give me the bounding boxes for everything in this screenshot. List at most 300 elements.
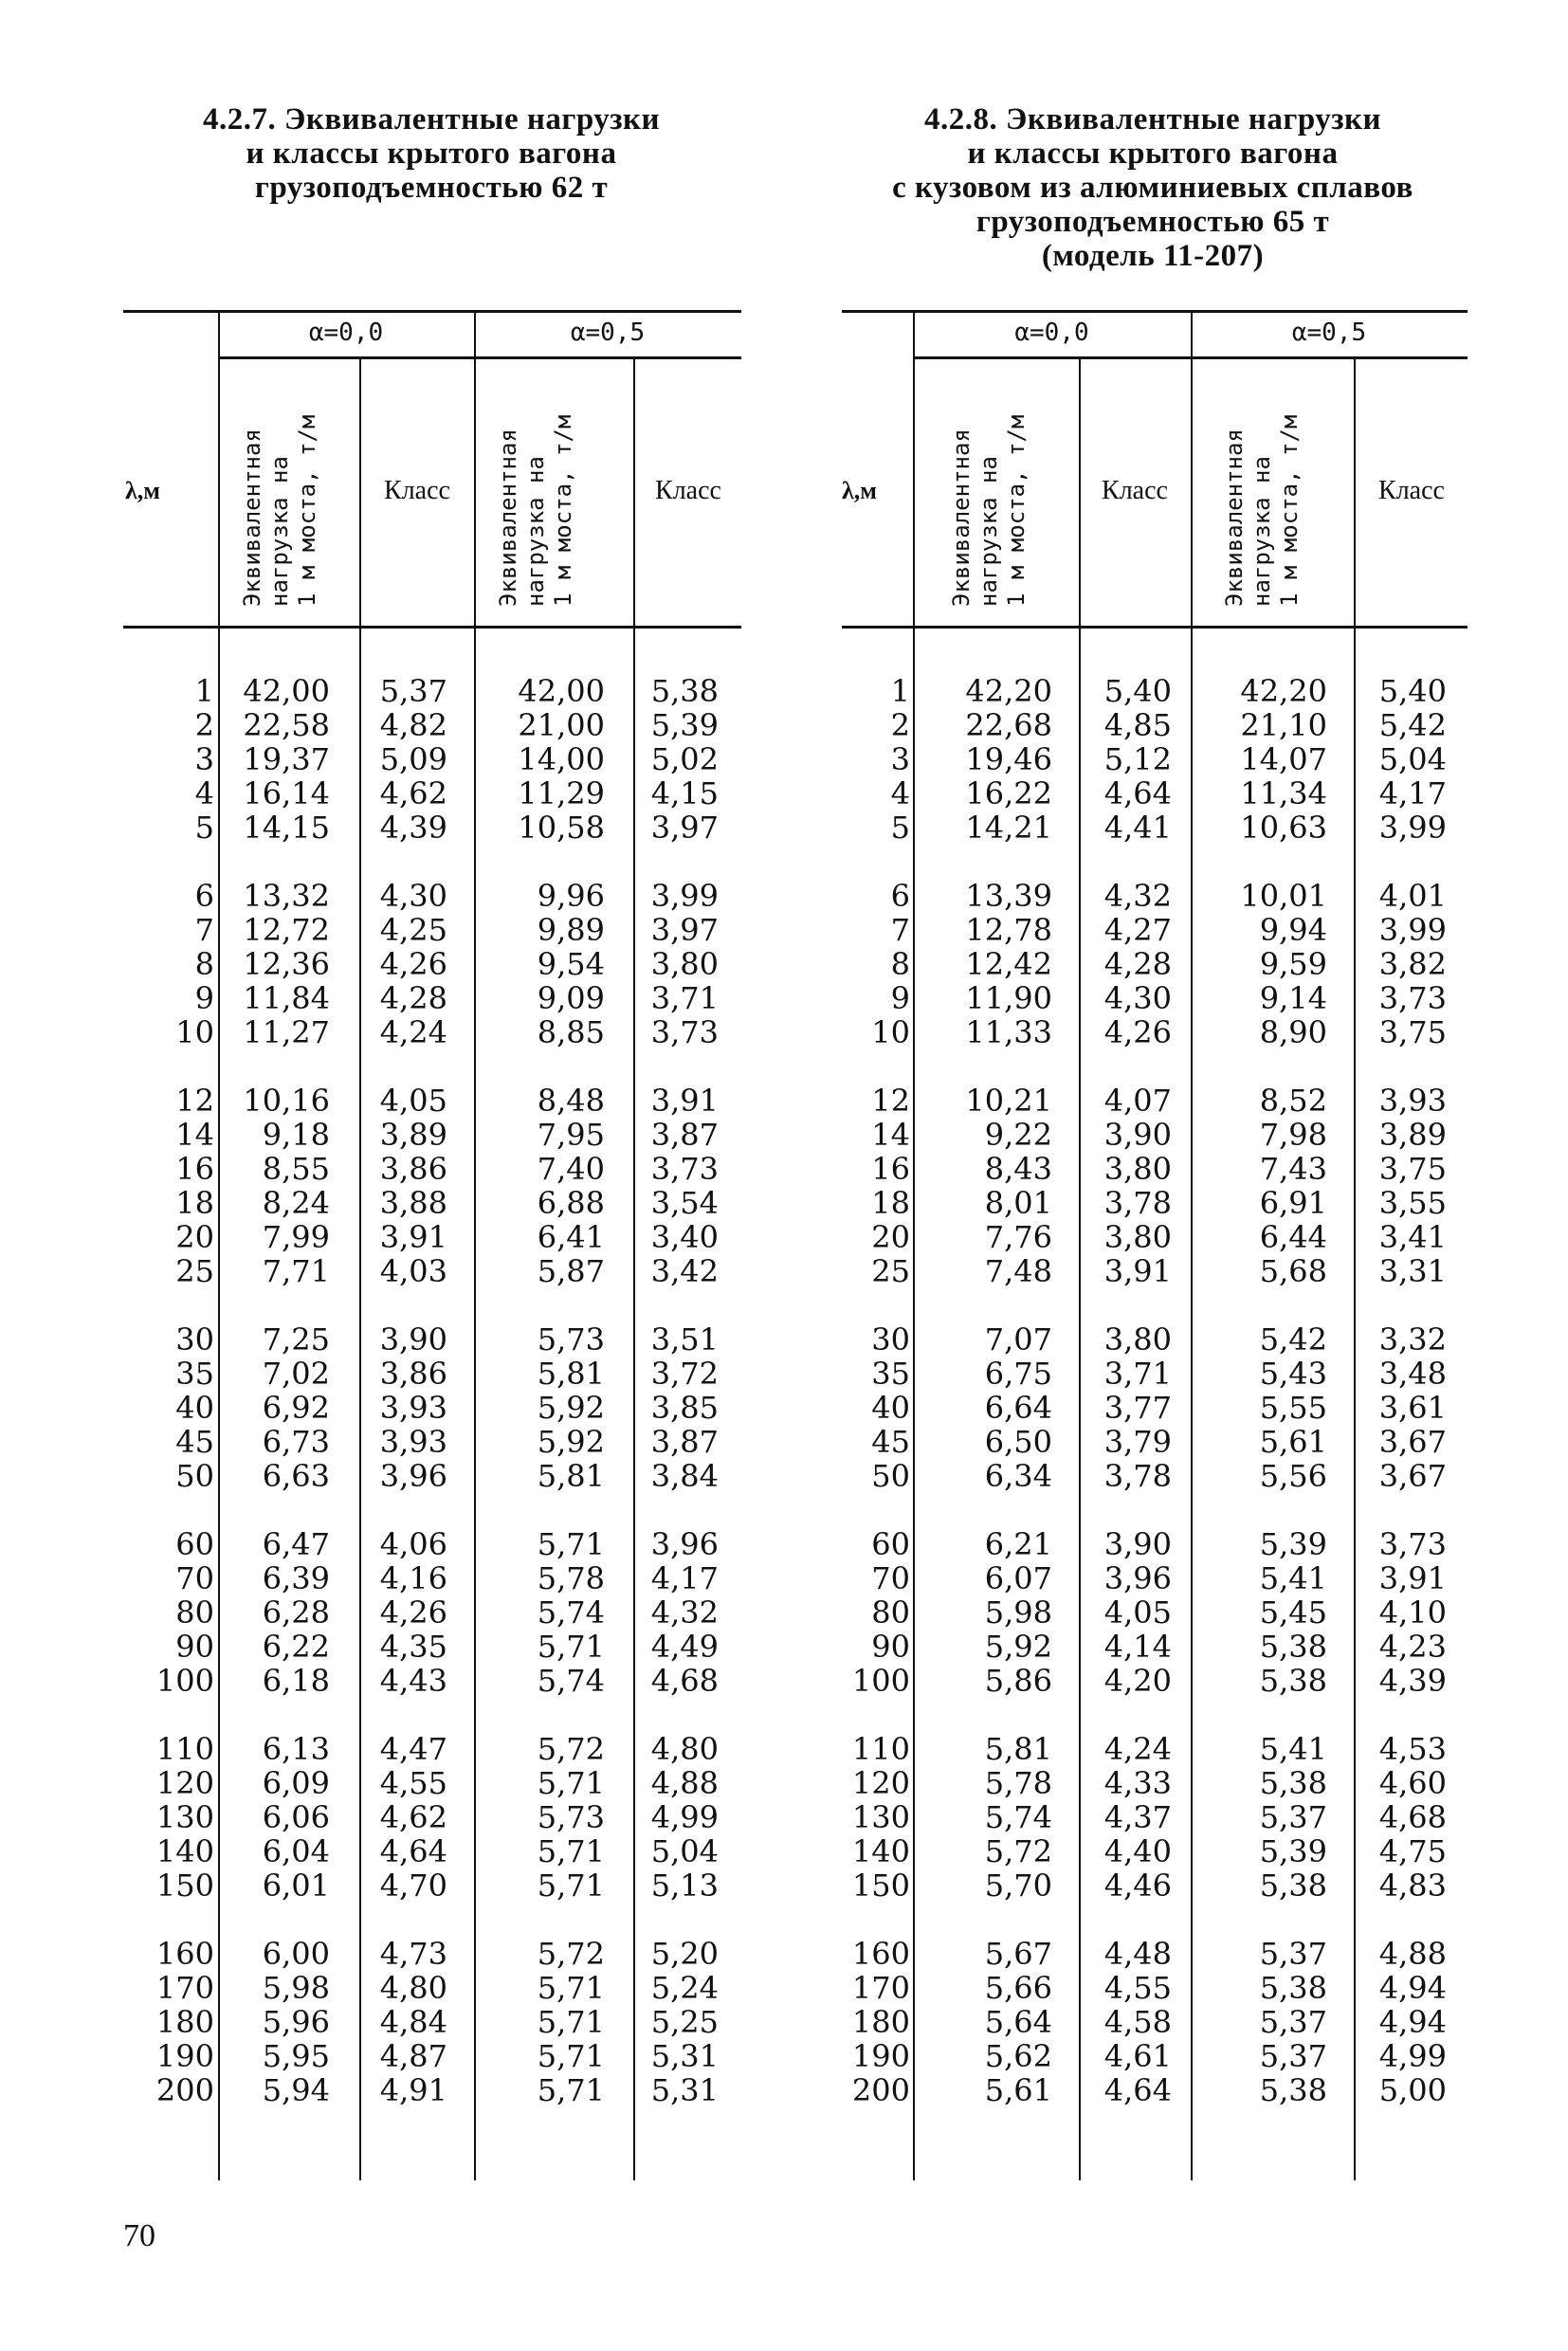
class-alpha-0-cell: 4,25 bbox=[379, 912, 447, 948]
class-alpha-05-cell: 3,87 bbox=[650, 1424, 719, 1460]
class-alpha-0-cell: 4,84 bbox=[379, 2004, 447, 2040]
class-alpha-05-cell: 3,67 bbox=[1378, 1458, 1447, 1494]
header-bottom-rule bbox=[842, 626, 1468, 629]
class-alpha-05-cell: 5,38 bbox=[650, 673, 719, 709]
table-row bbox=[842, 981, 1468, 1015]
class-alpha-0-cell: 4,24 bbox=[379, 1014, 447, 1050]
class-alpha-0-cell: 4,05 bbox=[379, 1083, 447, 1119]
table-row bbox=[123, 1868, 741, 1903]
load-alpha-05-cell: 5,39 bbox=[1259, 1833, 1327, 1869]
load-alpha-05-cell: 5,71 bbox=[537, 1970, 605, 2006]
table-row bbox=[123, 1084, 741, 1118]
lambda-cell: 60 bbox=[175, 1526, 214, 1562]
class-alpha-0-cell: 4,30 bbox=[379, 878, 447, 914]
class-alpha-0-cell: 3,90 bbox=[1103, 1526, 1172, 1562]
load-alpha-0-cell: 14,15 bbox=[243, 810, 330, 846]
table-row bbox=[123, 1766, 741, 1800]
lambda-cell: 40 bbox=[871, 1390, 910, 1426]
load-alpha-05-cell: 11,29 bbox=[518, 775, 605, 811]
lambda-cell: 120 bbox=[851, 1765, 910, 1801]
title-line: 4.2.7. Эквивалентные нагрузки bbox=[202, 102, 661, 137]
table-2-title bbox=[823, 102, 1483, 273]
load-alpha-0-cell: 7,48 bbox=[984, 1253, 1052, 1289]
table-row bbox=[842, 1254, 1468, 1288]
load-alpha-05-cell: 6,88 bbox=[537, 1185, 605, 1221]
table-1-title bbox=[104, 102, 758, 205]
lambda-cell: 10 bbox=[175, 1014, 214, 1050]
load-alpha-05-cell: 9,89 bbox=[537, 912, 605, 948]
load-alpha-05-cell: 5,71 bbox=[537, 1526, 605, 1562]
class-alpha-0-cell: 4,58 bbox=[1103, 2004, 1172, 2040]
class-alpha-05-cell: 5,04 bbox=[650, 1833, 719, 1869]
load-alpha-0-cell: 6,92 bbox=[262, 1390, 330, 1426]
load-alpha-05-cell: 5,71 bbox=[537, 1868, 605, 1904]
load-alpha-05-cell: 5,72 bbox=[537, 1936, 605, 1972]
lambda-cell: 2 bbox=[194, 707, 214, 743]
table-row bbox=[842, 1425, 1468, 1459]
table-row bbox=[123, 2039, 741, 2073]
class-alpha-05-cell: 3,87 bbox=[650, 1117, 719, 1153]
lambda-cell: 20 bbox=[871, 1219, 910, 1255]
load-alpha-0-cell: 5,86 bbox=[984, 1663, 1052, 1699]
load-alpha-0-cell: 12,36 bbox=[243, 946, 330, 982]
class-alpha-05-cell: 5,42 bbox=[1378, 707, 1447, 743]
table-row bbox=[123, 1834, 741, 1868]
lambda-cell: 35 bbox=[871, 1356, 910, 1392]
class-alpha-0-cell: 4,43 bbox=[379, 1663, 447, 1699]
lambda-cell: 8 bbox=[194, 946, 214, 982]
load-alpha-0-cell: 5,78 bbox=[984, 1765, 1052, 1801]
lambda-cell: 16 bbox=[175, 1151, 214, 1187]
load-alpha-05-cell: 5,73 bbox=[537, 1321, 605, 1358]
table-row bbox=[123, 1971, 741, 2005]
class-alpha-0-cell: 5,37 bbox=[379, 673, 447, 709]
lambda-cell: 160 bbox=[155, 1936, 214, 1972]
load-alpha-0-cell: 7,02 bbox=[262, 1356, 330, 1392]
load-alpha-05-cell: 8,48 bbox=[537, 1083, 605, 1119]
load-alpha-05-cell: 7,40 bbox=[537, 1151, 605, 1187]
lambda-cell: 180 bbox=[155, 2004, 214, 2040]
class-alpha-0-cell: 4,07 bbox=[1103, 1083, 1172, 1119]
load-alpha-0-cell: 8,43 bbox=[984, 1151, 1052, 1187]
class-alpha-0-cell: 3,78 bbox=[1103, 1185, 1172, 1221]
class-alpha-05-cell: 4,60 bbox=[1378, 1765, 1447, 1801]
lambda-cell: 150 bbox=[155, 1868, 214, 1904]
load-alpha-05-cell: 5,43 bbox=[1259, 1356, 1327, 1392]
class-alpha-05-cell: 3,55 bbox=[1378, 1185, 1447, 1221]
table-row bbox=[842, 1084, 1468, 1118]
load-alpha-05-cell: 5,56 bbox=[1259, 1458, 1327, 1494]
class-alpha-0-cell: 4,80 bbox=[379, 1970, 447, 2006]
class-alpha-0-cell: 4,35 bbox=[379, 1629, 447, 1665]
load-alpha-0-cell: 6,28 bbox=[262, 1595, 330, 1631]
row-group bbox=[123, 879, 741, 1049]
class-alpha-05-cell: 3,97 bbox=[650, 912, 719, 948]
class-alpha-0-cell: 4,61 bbox=[1103, 2038, 1172, 2074]
load-alpha-0-cell: 5,96 bbox=[262, 2004, 330, 2040]
load-alpha-05-cell: 42,20 bbox=[1240, 673, 1327, 709]
lambda-cell: 120 bbox=[155, 1765, 214, 1801]
load-alpha-0-cell: 6,34 bbox=[984, 1458, 1052, 1494]
class-alpha-0-cell: 5,12 bbox=[1103, 741, 1172, 777]
load-alpha-05-cell: 7,98 bbox=[1259, 1117, 1327, 1153]
load-alpha-05-cell: 9,09 bbox=[537, 980, 605, 1016]
table-row bbox=[123, 2005, 741, 2039]
load-alpha-0-cell: 11,90 bbox=[965, 980, 1052, 1016]
load-alpha-05-cell: 8,52 bbox=[1259, 1083, 1327, 1119]
lambda-cell: 90 bbox=[175, 1629, 214, 1665]
load-alpha-0-cell: 6,01 bbox=[262, 1868, 330, 1904]
row-group bbox=[123, 674, 741, 845]
load-alpha-05-cell: 21,00 bbox=[518, 707, 605, 743]
load-alpha-0-cell: 19,37 bbox=[243, 741, 330, 777]
load-alpha-05-cell: 5,55 bbox=[1259, 1390, 1327, 1426]
table-row bbox=[123, 708, 741, 742]
class-alpha-05-cell: 3,71 bbox=[650, 980, 719, 1016]
load-alpha-05-cell: 6,41 bbox=[537, 1219, 605, 1255]
load-alpha-0-cell: 16,14 bbox=[243, 775, 330, 811]
lambda-cell: 12 bbox=[871, 1083, 910, 1119]
title-line: и классы крытого вагона bbox=[246, 137, 617, 171]
lambda-cell: 6 bbox=[890, 878, 910, 914]
row-group bbox=[842, 1322, 1468, 1493]
lambda-cell: 80 bbox=[175, 1595, 214, 1631]
class-alpha-05-cell: 3,51 bbox=[650, 1321, 719, 1358]
class-alpha-0-cell: 3,89 bbox=[379, 1117, 447, 1153]
load-alpha-05-cell: 8,90 bbox=[1259, 1014, 1327, 1050]
load-alpha-05-cell: 9,94 bbox=[1259, 912, 1327, 948]
load-alpha-05-cell: 8,85 bbox=[537, 1014, 605, 1050]
load-alpha-05-cell: 6,91 bbox=[1259, 1185, 1327, 1221]
lambda-cell: 90 bbox=[871, 1629, 910, 1665]
lambda-cell: 130 bbox=[851, 1799, 910, 1835]
table-row bbox=[842, 1527, 1468, 1561]
load-alpha-05-cell: 11,34 bbox=[1240, 775, 1327, 811]
load-alpha-05-cell: 5,37 bbox=[1259, 2004, 1327, 2040]
alpha-05-label: α=0,5 bbox=[570, 319, 646, 347]
load-alpha-05-cell: 5,38 bbox=[1259, 1629, 1327, 1665]
load-alpha-0-cell: 13,32 bbox=[243, 878, 330, 914]
load-alpha-0-cell: 12,42 bbox=[965, 946, 1052, 982]
row-group bbox=[842, 1732, 1468, 1903]
table-row bbox=[842, 1322, 1468, 1357]
lambda-cell: 190 bbox=[851, 2038, 910, 2074]
lambda-cell: 6 bbox=[194, 878, 214, 914]
load-alpha-05-cell: 5,73 bbox=[537, 1799, 605, 1835]
lambda-cell: 12 bbox=[175, 1083, 214, 1119]
class-alpha-05-cell: 3,96 bbox=[650, 1526, 719, 1562]
class-alpha-05-cell: 3,54 bbox=[650, 1185, 719, 1221]
class-alpha-0-cell: 4,64 bbox=[1103, 2072, 1172, 2108]
lambda-cell: 9 bbox=[890, 980, 910, 1016]
page-number: 70 bbox=[123, 2218, 155, 2253]
load-alpha-0-cell: 5,70 bbox=[984, 1868, 1052, 1904]
load-alpha-0-cell: 6,75 bbox=[984, 1356, 1052, 1392]
load-alpha-05-cell: 5,38 bbox=[1259, 1970, 1327, 2006]
lambda-cell: 45 bbox=[871, 1424, 910, 1460]
load-alpha-0-cell: 5,95 bbox=[262, 2038, 330, 2074]
class-alpha-05-cell: 3,61 bbox=[1378, 1390, 1447, 1426]
table-row bbox=[123, 1015, 741, 1049]
class-alpha-0-cell: 4,26 bbox=[379, 946, 447, 982]
load-alpha-05-cell: 5,87 bbox=[537, 1253, 605, 1289]
lambda-cell: 30 bbox=[871, 1321, 910, 1358]
class-alpha-0-cell: 3,86 bbox=[379, 1356, 447, 1392]
class-alpha-0-cell: 4,37 bbox=[1103, 1799, 1172, 1835]
class-alpha-05-cell: 4,23 bbox=[1378, 1629, 1447, 1665]
lambda-cell: 80 bbox=[871, 1595, 910, 1631]
class-alpha-05-cell: 3,75 bbox=[1378, 1151, 1447, 1187]
class-alpha-0-cell: 4,64 bbox=[1103, 775, 1172, 811]
load-header-alpha-0: Эквивалентная нагрузка на 1 м моста, т/м bbox=[948, 414, 1030, 607]
load-alpha-05-cell: 7,95 bbox=[537, 1117, 605, 1153]
lambda-cell: 160 bbox=[851, 1936, 910, 1972]
class-header-alpha-05: Класс bbox=[655, 476, 721, 505]
table-row bbox=[842, 1766, 1468, 1800]
class-alpha-05-cell: 4,88 bbox=[650, 1765, 719, 1801]
class-alpha-05-cell: 5,25 bbox=[650, 2004, 719, 2040]
lambda-cell: 10 bbox=[871, 1014, 910, 1050]
load-alpha-0-cell: 11,84 bbox=[243, 980, 330, 1016]
row-group bbox=[123, 1937, 741, 2107]
load-alpha-0-cell: 6,47 bbox=[262, 1526, 330, 1562]
table-row bbox=[842, 1630, 1468, 1664]
table-row bbox=[842, 2073, 1468, 2107]
class-alpha-05-cell: 4,39 bbox=[1378, 1663, 1447, 1699]
class-alpha-0-cell: 4,16 bbox=[379, 1560, 447, 1596]
class-alpha-0-cell: 3,71 bbox=[1103, 1356, 1172, 1392]
load-header-alpha-05: Эквивалентная нагрузка на 1 м моста, т/м bbox=[495, 414, 576, 607]
class-alpha-0-cell: 4,20 bbox=[1103, 1663, 1172, 1699]
class-alpha-05-cell: 5,24 bbox=[650, 1970, 719, 2006]
load-alpha-0-cell: 5,67 bbox=[984, 1936, 1052, 1972]
class-alpha-05-cell: 3,93 bbox=[1378, 1083, 1447, 1119]
class-alpha-0-cell: 4,28 bbox=[1103, 946, 1172, 982]
class-alpha-0-cell: 3,90 bbox=[1103, 1117, 1172, 1153]
lambda-cell: 7 bbox=[194, 912, 214, 948]
class-alpha-05-cell: 5,39 bbox=[650, 707, 719, 743]
load-alpha-0-cell: 6,50 bbox=[984, 1424, 1052, 1460]
class-alpha-05-cell: 4,53 bbox=[1378, 1731, 1447, 1767]
table-top-rule bbox=[123, 310, 741, 313]
class-alpha-05-cell: 4,94 bbox=[1378, 1970, 1447, 2006]
lambda-cell: 18 bbox=[175, 1185, 214, 1221]
load-alpha-0-cell: 6,06 bbox=[262, 1799, 330, 1835]
lambda-cell: 5 bbox=[890, 810, 910, 846]
load-alpha-0-cell: 5,94 bbox=[262, 2072, 330, 2108]
class-alpha-0-cell: 4,64 bbox=[379, 1833, 447, 1869]
table-row bbox=[123, 981, 741, 1015]
load-alpha-05-cell: 5,45 bbox=[1259, 1595, 1327, 1631]
class-alpha-0-cell: 4,32 bbox=[1103, 878, 1172, 914]
class-alpha-0-cell: 4,48 bbox=[1103, 1936, 1172, 1972]
table-row bbox=[842, 742, 1468, 776]
lambda-cell: 14 bbox=[175, 1117, 214, 1153]
class-alpha-0-cell: 4,26 bbox=[379, 1595, 447, 1631]
load-alpha-05-cell: 5,68 bbox=[1259, 1253, 1327, 1289]
table-row bbox=[842, 913, 1468, 947]
class-alpha-0-cell: 3,96 bbox=[1103, 1560, 1172, 1596]
load-alpha-0-cell: 6,63 bbox=[262, 1458, 330, 1494]
load-alpha-05-cell: 5,38 bbox=[1259, 1868, 1327, 1904]
class-alpha-0-cell: 4,82 bbox=[379, 707, 447, 743]
load-alpha-05-cell: 5,38 bbox=[1259, 2072, 1327, 2108]
class-alpha-05-cell: 3,31 bbox=[1378, 1253, 1447, 1289]
class-alpha-05-cell: 3,80 bbox=[650, 946, 719, 982]
class-alpha-0-cell: 4,91 bbox=[379, 2072, 447, 2108]
class-alpha-0-cell: 5,40 bbox=[1103, 673, 1172, 709]
load-alpha-05-cell: 5,37 bbox=[1259, 2038, 1327, 2074]
class-alpha-0-cell: 3,88 bbox=[379, 1185, 447, 1221]
load-alpha-0-cell: 12,78 bbox=[965, 912, 1052, 948]
class-alpha-05-cell: 4,99 bbox=[1378, 2038, 1447, 2074]
load-alpha-0-cell: 10,21 bbox=[965, 1083, 1052, 1119]
lambda-cell: 3 bbox=[194, 741, 214, 777]
class-alpha-05-cell: 5,31 bbox=[650, 2038, 719, 2074]
load-alpha-05-cell: 5,71 bbox=[537, 2038, 605, 2074]
load-alpha-05-cell: 9,96 bbox=[537, 878, 605, 914]
table-row bbox=[123, 947, 741, 981]
load-alpha-0-cell: 6,09 bbox=[262, 1765, 330, 1801]
table-row bbox=[123, 1118, 741, 1152]
class-alpha-0-cell: 3,80 bbox=[1103, 1151, 1172, 1187]
lambda-cell: 30 bbox=[175, 1321, 214, 1358]
class-alpha-0-cell: 3,91 bbox=[1103, 1253, 1172, 1289]
lambda-cell: 180 bbox=[851, 2004, 910, 2040]
table-row bbox=[842, 1015, 1468, 1049]
class-alpha-0-cell: 3,80 bbox=[1103, 1219, 1172, 1255]
table-row bbox=[842, 947, 1468, 981]
class-alpha-05-cell: 4,01 bbox=[1378, 878, 1447, 914]
class-alpha-0-cell: 4,70 bbox=[379, 1868, 447, 1904]
class-alpha-0-cell: 4,55 bbox=[1103, 1970, 1172, 2006]
class-header-alpha-0: Класс bbox=[384, 476, 450, 505]
alpha-0-label: α=0,0 bbox=[1014, 319, 1089, 347]
load-alpha-05-cell: 5,72 bbox=[537, 1731, 605, 1767]
lambda-cell: 18 bbox=[871, 1185, 910, 1221]
table-row bbox=[842, 1220, 1468, 1254]
load-alpha-05-cell: 6,44 bbox=[1259, 1219, 1327, 1255]
table-row bbox=[842, 674, 1468, 708]
load-alpha-0-cell: 14,21 bbox=[965, 810, 1052, 846]
class-alpha-05-cell: 4,17 bbox=[650, 1560, 719, 1596]
load-alpha-05-cell: 21,10 bbox=[1240, 707, 1327, 743]
table-row bbox=[842, 1561, 1468, 1595]
table-row bbox=[842, 1664, 1468, 1698]
alpha-0-label: α=0,0 bbox=[308, 319, 384, 347]
load-alpha-0-cell: 6,04 bbox=[262, 1833, 330, 1869]
class-alpha-05-cell: 3,32 bbox=[1378, 1321, 1447, 1358]
lambda-cell: 7 bbox=[890, 912, 910, 948]
load-alpha-0-cell: 6,13 bbox=[262, 1731, 330, 1767]
table-row bbox=[123, 1425, 741, 1459]
title-line: и классы крытого вагона bbox=[967, 137, 1339, 171]
load-alpha-0-cell: 6,18 bbox=[262, 1663, 330, 1699]
class-alpha-0-cell: 4,03 bbox=[379, 1253, 447, 1289]
class-alpha-05-cell: 3,91 bbox=[1378, 1560, 1447, 1596]
load-alpha-0-cell: 19,46 bbox=[965, 741, 1052, 777]
class-alpha-05-cell: 4,80 bbox=[650, 1731, 719, 1767]
table-row bbox=[123, 1561, 741, 1595]
lambda-cell: 40 bbox=[175, 1390, 214, 1426]
load-alpha-05-cell: 5,81 bbox=[537, 1356, 605, 1392]
load-alpha-05-cell: 5,92 bbox=[537, 1390, 605, 1426]
table-row bbox=[123, 1630, 741, 1664]
title-line: с кузовом из алюминиевых сплавов bbox=[892, 171, 1413, 205]
lambda-cell: 50 bbox=[871, 1458, 910, 1494]
class-alpha-0-cell: 4,62 bbox=[379, 1799, 447, 1835]
lambda-cell: 190 bbox=[155, 2038, 214, 2074]
load-alpha-05-cell: 10,01 bbox=[1240, 878, 1327, 914]
load-alpha-05-cell: 7,43 bbox=[1259, 1151, 1327, 1187]
class-alpha-05-cell: 4,49 bbox=[650, 1629, 719, 1665]
load-alpha-0-cell: 5,74 bbox=[984, 1799, 1052, 1835]
load-alpha-0-cell: 7,07 bbox=[984, 1321, 1052, 1358]
load-alpha-05-cell: 5,38 bbox=[1259, 1765, 1327, 1801]
lambda-cell: 9 bbox=[194, 980, 214, 1016]
lambda-cell: 60 bbox=[871, 1526, 910, 1562]
load-alpha-0-cell: 7,99 bbox=[262, 1219, 330, 1255]
lambda-cell: 1 bbox=[194, 673, 214, 709]
class-alpha-05-cell: 3,73 bbox=[1378, 980, 1447, 1016]
table-row bbox=[842, 1459, 1468, 1493]
load-alpha-05-cell: 5,41 bbox=[1259, 1560, 1327, 1596]
load-alpha-0-cell: 8,01 bbox=[984, 1185, 1052, 1221]
table-row bbox=[123, 1595, 741, 1630]
class-alpha-05-cell: 4,88 bbox=[1378, 1936, 1447, 1972]
lambda-cell: 110 bbox=[155, 1731, 214, 1767]
load-alpha-0-cell: 6,64 bbox=[984, 1390, 1052, 1426]
lambda-cell: 170 bbox=[851, 1970, 910, 2006]
class-alpha-05-cell: 3,40 bbox=[650, 1219, 719, 1255]
class-alpha-05-cell: 5,04 bbox=[1378, 741, 1447, 777]
load-alpha-0-cell: 8,55 bbox=[262, 1151, 330, 1187]
table-row bbox=[842, 776, 1468, 811]
class-alpha-0-cell: 4,40 bbox=[1103, 1833, 1172, 1869]
class-alpha-0-cell: 4,39 bbox=[379, 810, 447, 846]
title-line: (модель 11-207) bbox=[1041, 239, 1265, 273]
class-alpha-05-cell: 3,73 bbox=[650, 1014, 719, 1050]
table-row bbox=[842, 811, 1468, 845]
table-top-rule bbox=[842, 310, 1468, 313]
table-row bbox=[123, 1732, 741, 1766]
class-alpha-05-cell: 3,73 bbox=[1378, 1526, 1447, 1562]
table-row bbox=[123, 1220, 741, 1254]
class-alpha-05-cell: 3,73 bbox=[650, 1151, 719, 1187]
lambda-cell: 2 bbox=[890, 707, 910, 743]
load-alpha-0-cell: 22,68 bbox=[965, 707, 1052, 743]
load-alpha-0-cell: 42,20 bbox=[965, 673, 1052, 709]
load-alpha-05-cell: 5,92 bbox=[537, 1424, 605, 1460]
lambda-cell: 35 bbox=[175, 1356, 214, 1392]
load-table-4-2-7 bbox=[123, 301, 741, 2197]
table-row bbox=[123, 1254, 741, 1288]
load-alpha-05-cell: 14,00 bbox=[518, 741, 605, 777]
class-alpha-0-cell: 4,26 bbox=[1103, 1014, 1172, 1050]
row-group bbox=[842, 1937, 1468, 2107]
table-row bbox=[123, 1459, 741, 1493]
class-alpha-05-cell: 5,00 bbox=[1378, 2072, 1447, 2108]
lambda-cell: 200 bbox=[155, 2072, 214, 2108]
load-alpha-0-cell: 7,76 bbox=[984, 1219, 1052, 1255]
class-alpha-0-cell: 4,46 bbox=[1103, 1868, 1172, 1904]
class-alpha-05-cell: 3,72 bbox=[650, 1356, 719, 1392]
row-group bbox=[842, 674, 1468, 845]
row-group bbox=[842, 1527, 1468, 1698]
class-alpha-05-cell: 4,15 bbox=[650, 775, 719, 811]
table-row bbox=[123, 1800, 741, 1834]
table-row bbox=[842, 1971, 1468, 2005]
